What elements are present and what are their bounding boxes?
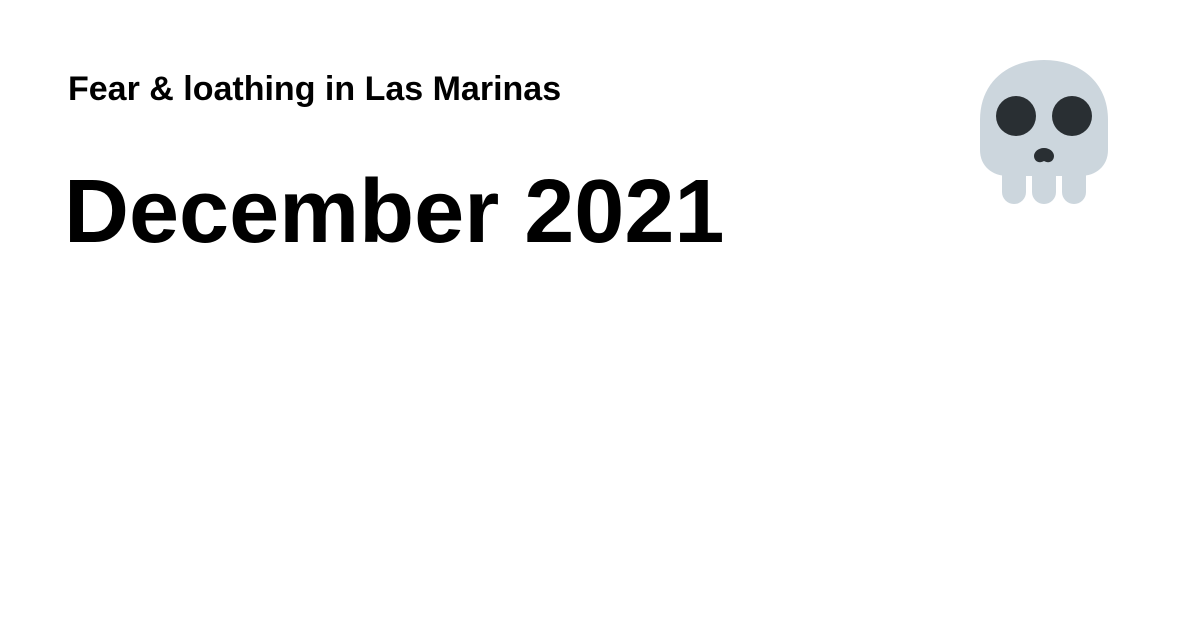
skull-bone: [980, 60, 1108, 204]
site-title: Fear & loathing in Las Marinas: [68, 70, 562, 108]
skull-icon: [978, 58, 1110, 208]
page-title: December 2021: [64, 162, 725, 262]
